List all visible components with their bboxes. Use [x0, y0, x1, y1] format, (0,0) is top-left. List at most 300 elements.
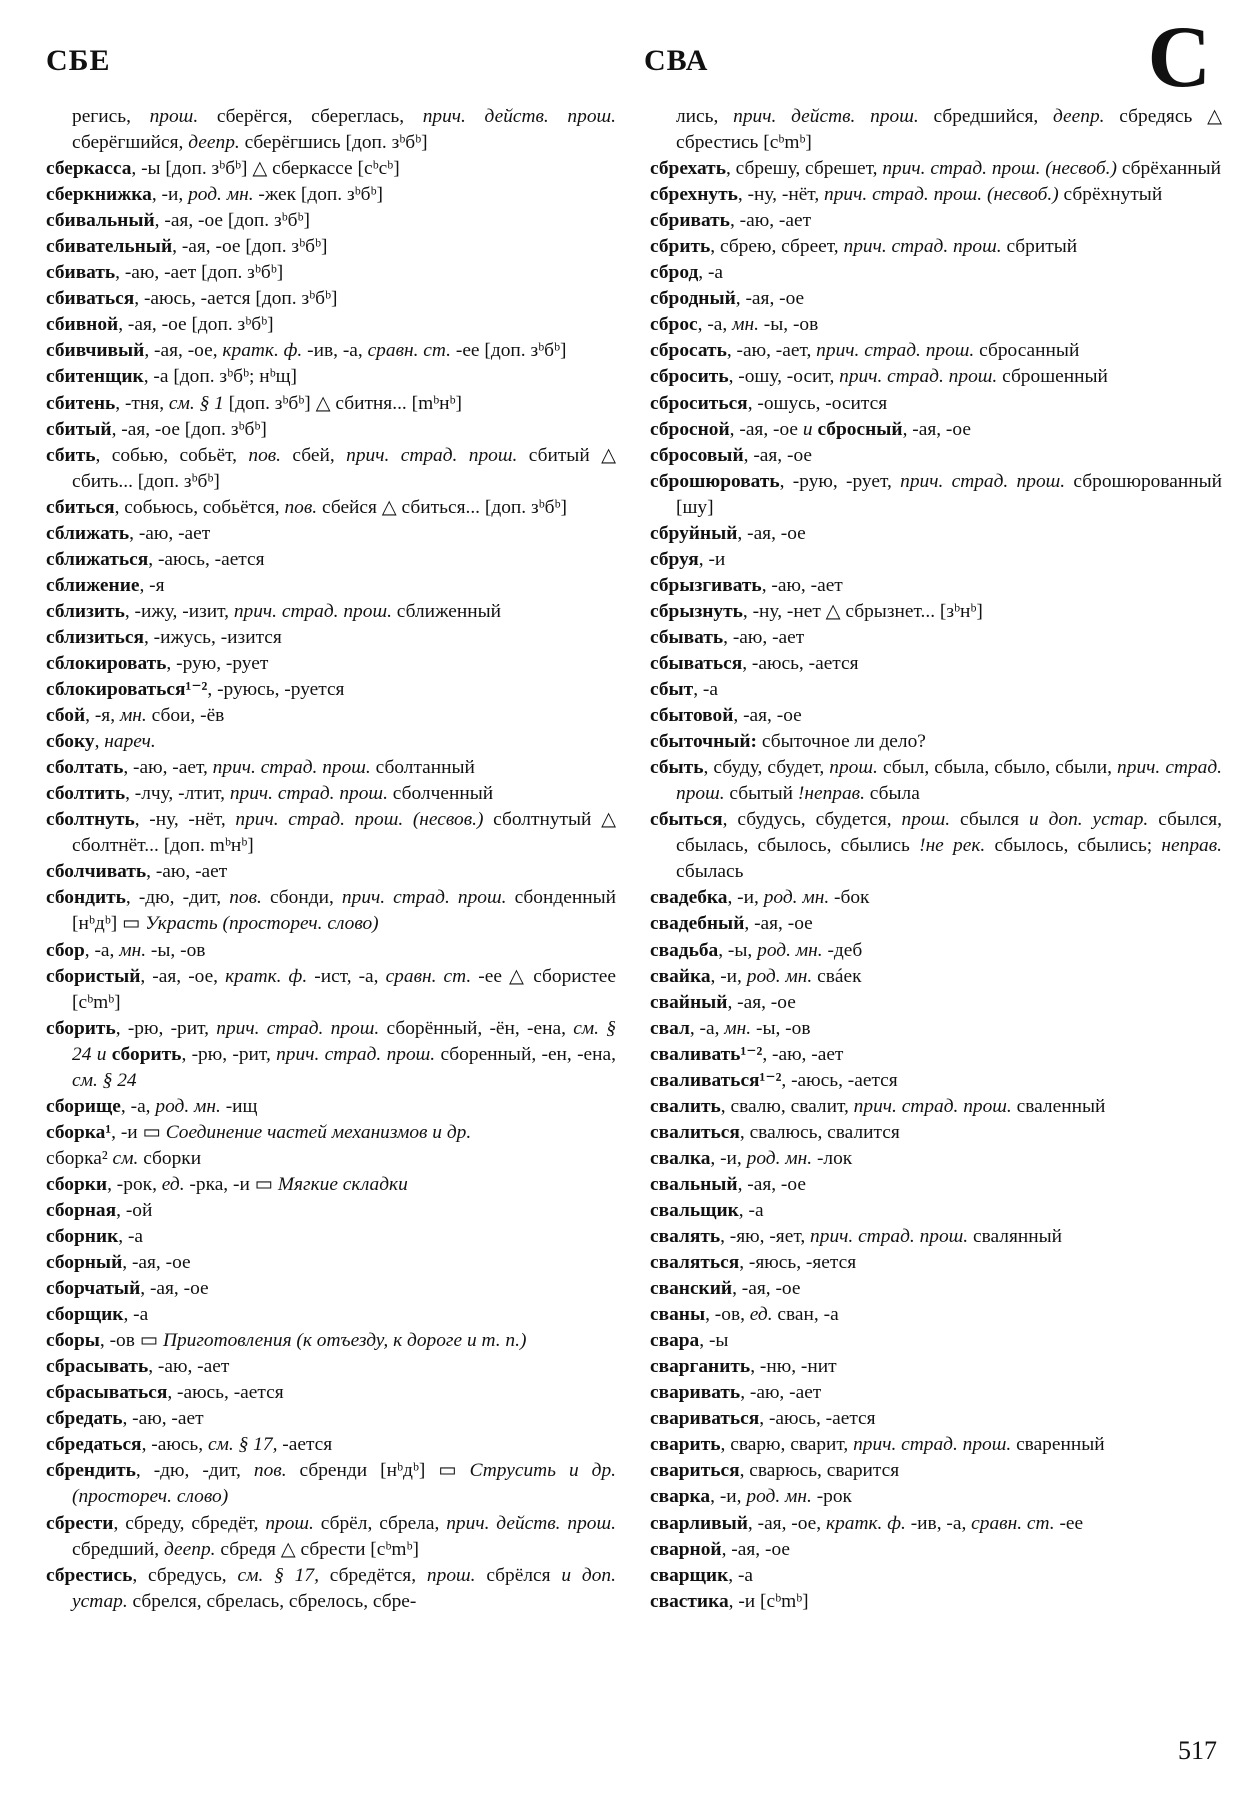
- entry-text: сбылась: [676, 861, 744, 883]
- entry-text: , -аюсь, -ается: [148, 548, 265, 570]
- entry-headword: сборчатый: [46, 1278, 141, 1300]
- entry-text: сбредшийся,: [918, 106, 1054, 127]
- dictionary-entry: [650, 1068, 1222, 1094]
- dictionary-entry: [46, 1094, 616, 1120]
- entry-headword: сбыться: [650, 809, 723, 831]
- entry-abbreviation: !неправ.: [797, 783, 865, 805]
- dictionary-entry: [650, 391, 1222, 417]
- entry-headword: сборная: [46, 1199, 117, 1221]
- entry-abbreviation: сравн. ст.: [385, 965, 472, 987]
- dictionary-entry: [650, 417, 1222, 443]
- entry-text: , -аю, -ает: [729, 210, 812, 232]
- entry-text: , -а: [123, 1304, 149, 1326]
- entry-abbreviation: прич. страд. прош.: [853, 1434, 1012, 1456]
- entry-headword: сбитень: [46, 392, 116, 414]
- entry-headword: сбросной: [650, 418, 730, 440]
- entry-abbreviation: прош.: [149, 106, 199, 127]
- entry-text: , -ой: [116, 1199, 153, 1221]
- entry-text: -ается: [277, 1434, 333, 1456]
- entry-text: , -аю, -ает: [129, 522, 211, 544]
- entry-headword: сбрасывать: [46, 1356, 149, 1378]
- entry-headword: сброс: [650, 314, 698, 336]
- entry-headword: сбруйный: [650, 522, 738, 544]
- entry-headword: сблизиться: [46, 626, 144, 648]
- entry-text: , -рок,: [107, 1173, 162, 1195]
- dictionary-entry: [650, 1511, 1222, 1537]
- dictionary-entry: [46, 625, 616, 651]
- entry-text: , -ошусь, -осится: [747, 392, 888, 414]
- entry-text: , -ну, -нёт,: [134, 809, 236, 831]
- dictionary-entry: [46, 964, 616, 1016]
- entry-text: сборка²: [46, 1147, 113, 1169]
- entry-headword: сбросовый: [650, 444, 744, 466]
- entry-abbreviation: прич. действ. прош.: [733, 106, 919, 127]
- dictionary-entry: [46, 521, 616, 547]
- entry-text: , -а: [118, 1226, 144, 1248]
- dictionary-entry: [46, 391, 616, 417]
- entry-text: , -аю, -ает: [146, 861, 228, 883]
- entry-abbreviation: род. мн.: [188, 184, 254, 206]
- entry-text: , -аюсь,: [141, 1434, 208, 1456]
- entry-headword: сбрести: [46, 1512, 114, 1534]
- entry-abbreviation: прич. страд. прош.: [853, 1095, 1012, 1117]
- entry-text: , -ижусь, -изится: [143, 626, 282, 648]
- entry-abbreviation: прош.: [265, 1512, 314, 1534]
- entry-headword: сболтать: [46, 757, 124, 779]
- entry-abbreviation: кратк. ф.: [225, 965, 308, 987]
- entry-headword: свадебка: [650, 887, 728, 909]
- section-letter: С: [1147, 9, 1211, 106]
- entry-text: -ищ: [220, 1095, 258, 1117]
- entry-headword: свал: [650, 1017, 690, 1039]
- entry-headword: свалка: [650, 1147, 711, 1169]
- entry-abbreviation: род. мн.: [757, 939, 823, 961]
- dictionary-entry: [650, 521, 1222, 547]
- entry-text: , -руюсь, -руется: [207, 679, 345, 701]
- dictionary-entry: [650, 1302, 1222, 1328]
- entry-text: , -а,: [697, 314, 733, 336]
- entry-text: сбредший,: [72, 1538, 165, 1560]
- entry-abbreviation: Приготовления (к отъезду, к дороге и т. п.): [162, 1330, 527, 1352]
- entry-text: , -рю, -рит,: [181, 1043, 277, 1065]
- entry-abbreviation: см. § 24 и: [72, 1017, 616, 1065]
- entry-headword: сбредаться: [46, 1434, 142, 1456]
- dictionary-entry: [46, 599, 616, 625]
- entry-text: , -а: [728, 1564, 754, 1586]
- dictionary-entry: [46, 1198, 616, 1224]
- dictionary-entry: [46, 1380, 616, 1406]
- entry-text: сбрёл, сбрела,: [313, 1512, 447, 1534]
- dictionary-entry: [650, 938, 1222, 964]
- entry-text: , -аю, -ает: [762, 1043, 844, 1065]
- entry-abbreviation: мн.: [724, 1017, 752, 1039]
- entry-text: , -ая, -ое,: [140, 965, 226, 987]
- entry-headword: сбривать: [650, 210, 730, 232]
- entry-text: сбрелся, сбрелась, сбрелось, сбре-: [127, 1590, 417, 1612]
- entry-headword: сбросить: [650, 366, 729, 388]
- entry-abbreviation: сравн. ст.: [971, 1512, 1055, 1534]
- dictionary-entry: [46, 885, 616, 937]
- entry-text: -рка, -и ▭: [184, 1173, 278, 1195]
- dictionary-entry: [650, 1563, 1222, 1589]
- entry-text: сбонденный [нᵇдᵇ] ▭: [72, 887, 616, 935]
- dictionary-entry: [650, 807, 1222, 885]
- entry-text: , -и ▭: [111, 1121, 166, 1143]
- entry-abbreviation: см. § 24: [72, 1069, 137, 1091]
- entry-text: сборки: [138, 1147, 202, 1169]
- entry-text: -ы, -ов: [758, 314, 819, 336]
- entry-text: сбритый: [1001, 236, 1078, 258]
- entry-text: , -ая, -ое: [140, 1278, 209, 1300]
- entry-text: , -ы: [699, 1330, 729, 1352]
- entry-headword: сбросать: [650, 340, 727, 362]
- dictionary-entry: [650, 990, 1222, 1016]
- entry-text: , -ая, -ое: [735, 288, 805, 310]
- entry-text: -деб: [822, 939, 863, 961]
- entry-headword: свадьба: [650, 939, 719, 961]
- entry-abbreviation: пов.: [248, 444, 282, 466]
- entry-abbreviation: мн.: [732, 314, 759, 336]
- entry-headword: сблизить: [46, 600, 125, 622]
- entry-abbreviation: !не рек.: [919, 835, 986, 857]
- dictionary-entry: [46, 1458, 616, 1510]
- entry-headword: сбыт: [650, 679, 694, 701]
- dictionary-entry: [46, 1328, 616, 1354]
- entry-headword: сварливый: [650, 1512, 748, 1534]
- entry-text: , -ая, -ое [доп. зᵇбᵇ]: [172, 236, 328, 258]
- entry-headword: сбондить: [46, 887, 126, 909]
- entry-headword: свайка: [650, 965, 711, 987]
- dictionary-entry: [650, 1016, 1222, 1042]
- dictionary-entry: [46, 208, 616, 234]
- dictionary-entry: [650, 1589, 1222, 1615]
- dictionary-entry: [650, 234, 1222, 260]
- entry-headword: сборы: [46, 1330, 100, 1352]
- dictionary-entry: [46, 781, 616, 807]
- entry-headword: сварка: [650, 1486, 711, 1508]
- entry-abbreviation: см.: [112, 1147, 139, 1169]
- entry-text: , -и [cᵇmᵇ]: [728, 1590, 809, 1612]
- entry-text: , -аюсь, -ается: [167, 1382, 284, 1404]
- dictionary-entry: [650, 1172, 1222, 1198]
- entry-text: , -я: [139, 574, 165, 596]
- entry-headword: сборки: [46, 1173, 108, 1195]
- dictionary-entry: [46, 703, 616, 729]
- entry-text: сбыточное ли дело?: [757, 731, 926, 753]
- entry-headword: сбой: [46, 705, 86, 727]
- entry-abbreviation: и: [802, 418, 813, 440]
- dictionary-entry: [650, 1380, 1222, 1406]
- entry-abbreviation: прич. страд. прош.: [839, 366, 998, 388]
- dictionary-entry: [650, 1042, 1222, 1068]
- entry-text: лись,: [676, 106, 734, 127]
- entry-headword: сбрестись: [46, 1564, 133, 1586]
- entry-text: , -ая, -ое: [733, 705, 802, 727]
- entry-abbreviation: прич. действ. прош.: [422, 106, 616, 127]
- entry-abbreviation: Мягкие складки: [277, 1173, 408, 1195]
- entry-headword: сборить: [46, 1017, 116, 1039]
- entry-text: -ее △ сбористее [cᵇmᵇ]: [72, 965, 616, 1013]
- entry-abbreviation: прош.: [901, 809, 951, 831]
- entry-text: , -аю, -ает: [761, 574, 843, 596]
- entry-text: , -а [доп. зᵇбᵇ; нᵇщ]: [143, 366, 297, 388]
- entry-text: , сварюсь, сварится: [739, 1460, 900, 1482]
- dictionary-entry: [46, 1250, 616, 1276]
- entry-abbreviation: см. § 17,: [237, 1564, 319, 1586]
- entry-abbreviation: пов.: [253, 1460, 287, 1482]
- entry-text: сбей,: [281, 444, 347, 466]
- entry-text: сбылось, сбылись;: [985, 835, 1162, 857]
- entry-text: -ее: [1054, 1512, 1084, 1534]
- entry-abbreviation: род. мн.: [746, 965, 813, 987]
- entry-headword: сближение: [46, 574, 140, 596]
- entry-text: , -яю, -яет,: [720, 1226, 811, 1248]
- dictionary-entry: [650, 443, 1222, 469]
- dictionary-entry: [46, 1172, 616, 1198]
- entry-text: , -рую, -рует,: [779, 470, 901, 492]
- entry-text: сбитый △ сбить... [доп. зᵇбᵇ]: [72, 444, 617, 492]
- entry-text: , -ая, -ое: [729, 418, 803, 440]
- entry-text: , -а: [698, 262, 724, 284]
- entry-text: , -а: [738, 1199, 764, 1221]
- dictionary-entry: [46, 1016, 616, 1094]
- entry-text: сваленный: [1011, 1095, 1106, 1117]
- dictionary-entry: [650, 651, 1222, 677]
- dictionary-entry: [46, 443, 616, 495]
- entry-headword: свайный: [650, 991, 728, 1013]
- entry-abbreviation: пов.: [229, 887, 262, 909]
- entry-text: , -ая, -ое [доп. зᵇбᵇ]: [154, 210, 310, 232]
- dictionary-entry: [650, 599, 1222, 625]
- entry-headword: сборка¹: [46, 1121, 112, 1143]
- dictionary-entry: [650, 1354, 1222, 1380]
- dictionary-entry: [46, 859, 616, 885]
- dictionary-entry: [46, 104, 616, 156]
- entry-text: , -а,: [689, 1017, 725, 1039]
- entry-headword: сбивальный: [46, 210, 155, 232]
- entry-headword: сбываться: [650, 652, 743, 674]
- entry-text: , сбудусь, сбудется,: [722, 809, 902, 831]
- entry-text: [доп. зᵇбᵇ] △ сбитня... [mᵇнᵇ]: [223, 392, 462, 414]
- entry-text: , -аюсь, -ается: [781, 1069, 898, 1091]
- dictionary-entry: [650, 1198, 1222, 1224]
- entry-abbreviation: ед.: [161, 1173, 185, 1195]
- dictionary-entry: [650, 703, 1222, 729]
- entry-text: сболченный: [387, 783, 494, 805]
- entry-abbreviation: деепр.: [164, 1538, 216, 1560]
- entry-text: , -дю, -дит,: [135, 1460, 254, 1482]
- entry-abbreviation: прич. страд. прош.: [810, 1226, 969, 1248]
- entry-text: сбредясь △ сбрестись [cᵇmᵇ]: [676, 106, 1223, 154]
- entry-headword: сбитый: [46, 418, 112, 440]
- entry-headword: сбор: [46, 939, 85, 961]
- entry-abbreviation: прич. страд. прош. (несвов.): [235, 809, 484, 831]
- entry-headword: свальщик: [650, 1199, 739, 1221]
- entry-text: , сбредусь,: [132, 1564, 238, 1586]
- entry-text: , -ну, -нёт,: [737, 184, 825, 206]
- dictionary-entry: [650, 156, 1222, 182]
- entry-text: , сбуду, сбудет,: [703, 757, 830, 779]
- entry-headword: сбыть: [650, 757, 704, 779]
- entry-text: -ее [доп. зᵇбᵇ]: [451, 340, 567, 362]
- entry-abbreviation: Струсить и др. (простореч. слово): [72, 1460, 616, 1508]
- entry-text: , -ая, -ое,: [144, 340, 223, 362]
- dictionary-entry: [46, 1432, 616, 1458]
- entry-text: регись,: [72, 106, 150, 127]
- entry-text: сболтнутый △ сболтнёт... [доп. mᵇнᵇ]: [72, 809, 616, 857]
- right-column: [650, 104, 1222, 1615]
- entry-headword: сваривать: [650, 1382, 741, 1404]
- entry-text: сберёгшись [доп. зᵇбᵇ]: [239, 132, 428, 154]
- entry-text: , -и,: [151, 184, 189, 206]
- entry-abbreviation: род. мн.: [155, 1095, 221, 1117]
- entry-headword: сболтнуть: [46, 809, 135, 831]
- entry-text: сбыла: [864, 783, 920, 805]
- entry-headword: сбрызгивать: [650, 574, 762, 596]
- dictionary-entry: [650, 469, 1222, 521]
- left-column: [46, 104, 616, 1615]
- entry-headword: сварной: [650, 1538, 722, 1560]
- entry-text: сближенный: [391, 600, 501, 622]
- entry-headword: сбывать: [650, 626, 724, 648]
- dictionary-entry: [650, 729, 1222, 755]
- entry-text: сброшенный: [997, 366, 1108, 388]
- dictionary-entry: [46, 573, 616, 599]
- entry-text: сван, -а: [772, 1304, 839, 1326]
- dictionary-entry: [650, 1328, 1222, 1354]
- entry-abbreviation: ед.: [749, 1304, 773, 1326]
- entry-headword: сборить: [111, 1043, 182, 1065]
- entry-headword: сбитенщик: [46, 366, 144, 388]
- dictionary-entry: [650, 1250, 1222, 1276]
- entry-abbreviation: род. мн.: [746, 1486, 812, 1508]
- dictionary-entry: [46, 547, 616, 573]
- entry-text: , -тня,: [115, 392, 169, 414]
- entry-text: , -аюсь, -ается: [742, 652, 859, 674]
- dictionary-entry: [46, 755, 616, 781]
- entry-headword: свариться: [650, 1460, 740, 1482]
- dictionary-entry: [650, 1224, 1222, 1250]
- entry-abbreviation: прош.: [829, 757, 878, 779]
- entry-headword: сбытовой: [650, 705, 734, 727]
- dictionary-entry: [650, 208, 1222, 234]
- entry-headword: сболтить: [46, 783, 126, 805]
- entry-headword: свалять: [650, 1226, 721, 1248]
- entry-abbreviation: прич. страд. прош.: [216, 1017, 380, 1039]
- entry-abbreviation: прич. страд. прош.: [346, 444, 518, 466]
- entry-headword: сбивчивый: [46, 340, 145, 362]
- entry-text: ,: [94, 731, 105, 753]
- entry-text: , -лчу, -лтит,: [125, 783, 230, 805]
- entry-text: -жек [доп. зᵇбᵇ]: [253, 184, 383, 206]
- dictionary-entry: [46, 156, 616, 182]
- entry-headword: сбросный: [817, 418, 903, 440]
- entry-headword: сваны: [650, 1304, 706, 1326]
- entry-text: , -ы [доп. зᵇбᵇ] △ сберкассе [cᵇcᵇ]: [131, 158, 400, 180]
- entry-headword: сбиваться: [46, 288, 135, 310]
- entry-headword: сбивать: [46, 262, 116, 284]
- entry-abbreviation: мн.: [119, 705, 147, 727]
- entry-text: сбыл, сбыла, сбыло, сбыли,: [877, 757, 1118, 779]
- entry-headword: свариваться: [650, 1408, 760, 1430]
- entry-headword: сбить: [46, 444, 96, 466]
- dictionary-entry: [46, 1146, 616, 1172]
- entry-text: , -аю, -ает,: [123, 757, 213, 779]
- entry-text: -бок: [829, 887, 870, 909]
- dictionary-entry: [650, 260, 1222, 286]
- dictionary-entry: [650, 312, 1222, 338]
- entry-text: , -ая, -ое [доп. зᵇбᵇ]: [111, 418, 267, 440]
- entry-text: сборённый, -ён, -ена,: [379, 1017, 574, 1039]
- entry-text: , -я,: [85, 705, 120, 727]
- entry-text: сберёгся, сбереглась,: [198, 106, 423, 127]
- entry-headword: сблокироваться¹⁻²: [46, 679, 208, 701]
- entry-headword: сболчивать: [46, 861, 147, 883]
- dictionary-entry: [650, 755, 1222, 807]
- dictionary-entry: [650, 625, 1222, 651]
- entry-text: , -и,: [710, 965, 747, 987]
- dictionary-entry: [46, 260, 616, 286]
- entry-abbreviation: кратк. ф.: [222, 340, 303, 362]
- dictionary-entry: [46, 938, 616, 964]
- entry-abbreviation: прич. страд. прош.: [843, 236, 1002, 258]
- entry-text: -ив, -а,: [905, 1512, 972, 1534]
- entry-abbreviation: прич. действ. прош.: [446, 1512, 616, 1534]
- entry-text: сбросанный: [974, 340, 1080, 362]
- entry-headword: сбродный: [650, 288, 736, 310]
- dictionary-entry: [46, 495, 616, 521]
- entry-abbreviation: см. § 17,: [207, 1434, 278, 1456]
- entry-abbreviation: кратк. ф.: [826, 1512, 906, 1534]
- dictionary-entry: [650, 547, 1222, 573]
- dictionary-entry: [650, 1458, 1222, 1484]
- entry-abbreviation: прич. страд. прош.: [900, 470, 1066, 492]
- entry-text: , -ая, -ое: [737, 522, 806, 544]
- entry-abbreviation: прич. страд. прош. (несвоб.): [824, 184, 1059, 206]
- entry-text: сбои, -ёв: [146, 705, 225, 727]
- entry-text: свáек: [812, 965, 862, 987]
- entry-headword: сваливать¹⁻²: [650, 1043, 763, 1065]
- entry-text: сболтанный: [370, 757, 475, 779]
- entry-text: , -ижу, -изит,: [124, 600, 234, 622]
- entry-headword: сбивательный: [46, 236, 173, 258]
- entry-headword: свалить: [650, 1095, 721, 1117]
- entry-abbreviation: прич. страд. прош.: [233, 600, 392, 622]
- entry-text: , -рю, -рит,: [115, 1017, 217, 1039]
- entry-headword: сбредать: [46, 1408, 123, 1430]
- entry-headword: сваляться: [650, 1252, 740, 1274]
- entry-abbreviation: мн.: [119, 939, 147, 961]
- page-number: 517: [1178, 1736, 1217, 1765]
- entry-text: сбредя △ сбрести [cᵇmᵇ]: [215, 1538, 419, 1560]
- entry-text: -ы, -ов: [751, 1017, 811, 1039]
- dictionary-entry: [650, 1484, 1222, 1510]
- entry-text: , сбрешу, сбрешет,: [725, 158, 883, 180]
- dictionary-entry: [46, 417, 616, 443]
- dictionary-entry: [650, 104, 1222, 156]
- entry-text: , -а,: [120, 1095, 156, 1117]
- entry-text: , -ов ▭: [99, 1330, 163, 1352]
- dictionary-entry: [46, 182, 616, 208]
- entry-headword: сбрехать: [650, 158, 726, 180]
- entry-text: сборенный, -ен, -ена,: [435, 1043, 616, 1065]
- entry-headword: сближать: [46, 522, 130, 544]
- entry-abbreviation: прич. страд. прош.: [341, 887, 507, 909]
- dictionary-entry: [650, 1432, 1222, 1458]
- entry-headword: свадебный: [650, 913, 745, 935]
- entry-headword: сброшюровать: [650, 470, 780, 492]
- entry-headword: сближаться: [46, 548, 149, 570]
